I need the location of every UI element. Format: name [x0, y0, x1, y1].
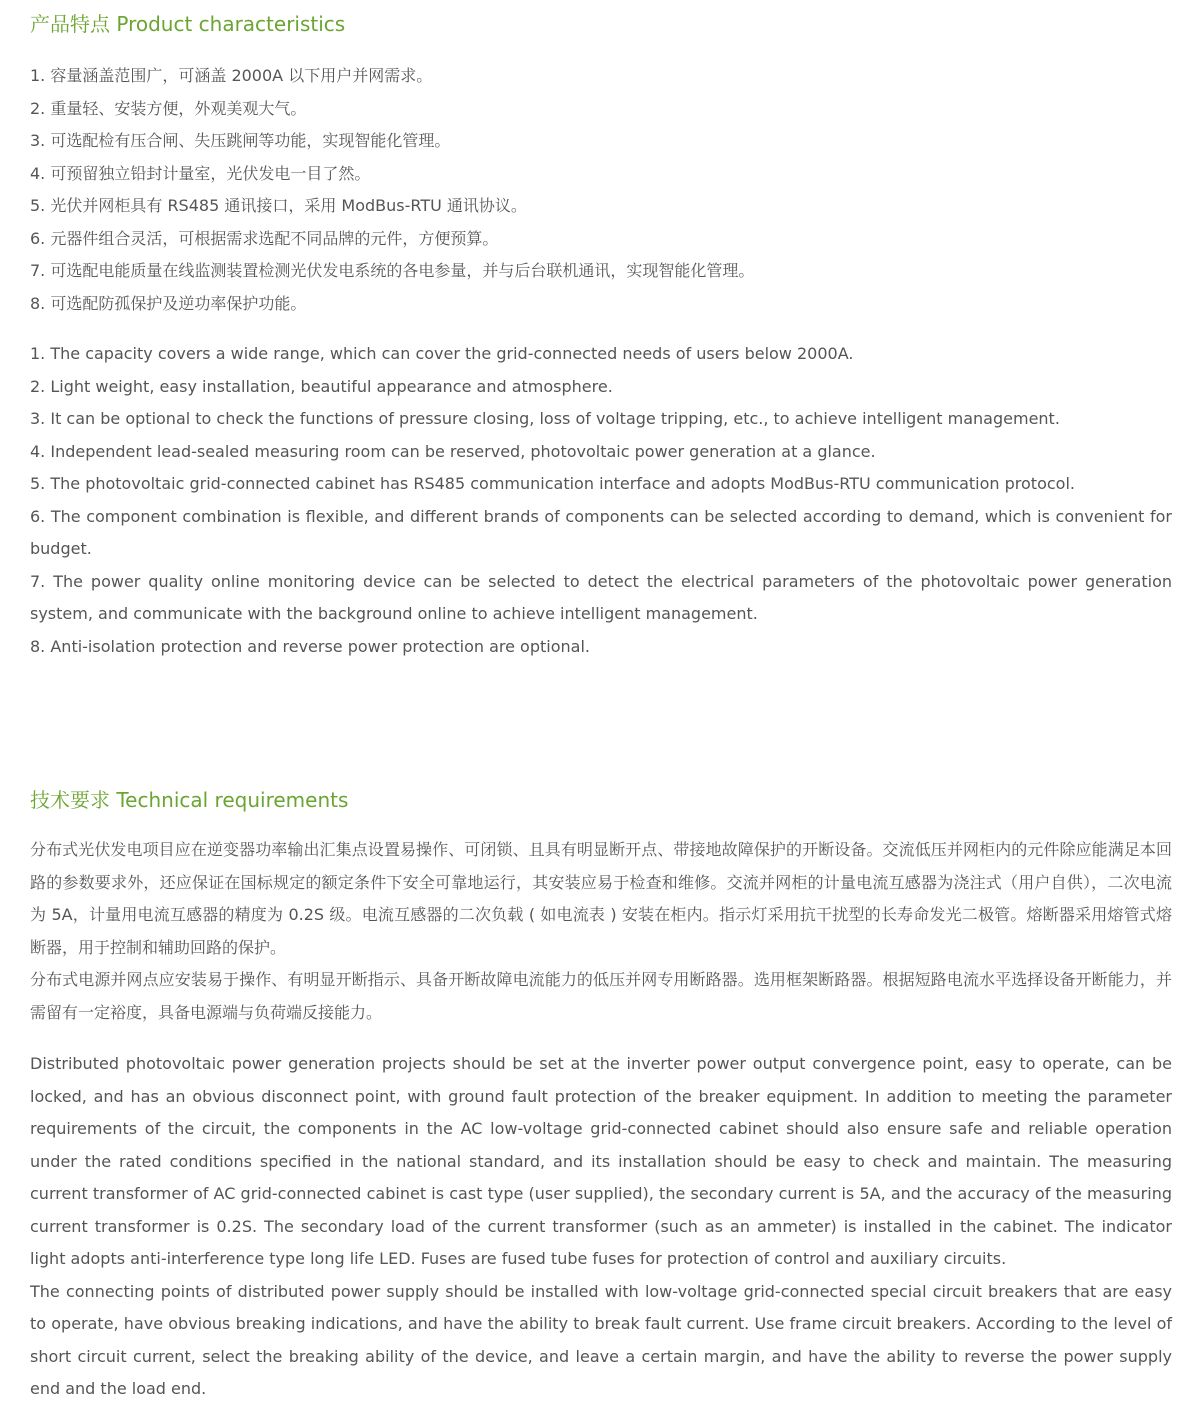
list-item: 8. Anti-isolation protection and reverse power protection are optional.	[30, 636, 590, 656]
list-item: 3. It can be optional to check the functions of pressure closing, loss of voltage tripping, etc., to achieve intelligent management.	[30, 409, 1060, 428]
list-item: 7. The power quality online monitoring device can be selected to detect the electrical parameters of the photovoltaic power generation system, and communicate with the background online to achieve intelligent management.	[30, 571, 1172, 623]
list-item: 4. 可预留独立铅封计量室，光伏发电一目了然。	[30, 163, 371, 183]
list-item: 7. 可选配电能质量在线监测装置检测光伏发电系统的各电参量，并与后台联机通讯，实现智能化管理。	[30, 261, 755, 280]
technical-requirements-en	[30, 1048, 1172, 1406]
technical-requirements-title: 技术要求 Technical requirements	[30, 788, 349, 812]
list-item: 8. 可选配防孤保护及逆功率保护功能。	[30, 293, 307, 313]
list-item: 1. The capacity covers a wide range, which can cover the grid-connected needs of users below 2000A.	[30, 344, 854, 363]
product-characteristics-title: 产品特点 Product characteristics	[30, 12, 346, 36]
paragraph: The connecting points of distributed power supply should be installed with low-voltage grid-connected special circuit breakers that are easy to operate, have obvious breaking indications, and have the ability to break fault current. Use frame circuit breakers. According to the level of short circuit current, select the breaking ability of the device, and leave a certain margin, and have the ability to reverse the power supply end and the load end.	[30, 1281, 1172, 1398]
list-item: 6. The component combination is flexible, and different brands of components can be selected according to demand, which is convenient for budget.	[30, 506, 1172, 558]
list-item: 4. Independent lead-sealed measuring room can be reserved, photovoltaic power generation at a glance.	[30, 441, 876, 461]
list-item: 2. Light weight, easy installation, beautiful appearance and atmosphere.	[30, 376, 613, 396]
paragraph: 分布式电源并网点应安装易于操作、有明显开断指示、具备开断故障电流能力的低压并网专用断路器。选用框架断路器。根据短路电流水平选择设备开断能力，并需留有一定裕度，具备电源端与负荷端反接能力。	[30, 970, 1172, 1022]
paragraph: Distributed photovoltaic power generation projects should be set at the inverter power output convergence point, easy to operate, can be locked, and has an obvious disconnect point, with ground fault protection of the breaker equipment. In addition to meeting the parameter requirements of the circuit, the components in the AC low-voltage grid-connected cabinet should also ensure safe and reliable operation under the rated conditions specified in the national standard, and its installation should be easy to check and maintain. The measuring current transformer of AC grid-connected cabinet is cast type (user supplied), the secondary current is 5A, and the accuracy of the measuring current transformer is 0.2S. The secondary load of the current transformer (such as an ammeter) is installed in the cabinet. The indicator light adopts anti-interference type long life LED. Fuses are fused tube fuses for protection of control and auxiliary circuits.	[30, 1054, 1172, 1268]
list-item: 5. The photovoltaic grid-connected cabinet has RS485 communication interface and adopts ModBus-RTU communication protocol.	[30, 474, 1075, 493]
list-item: 1. 容量涵盖范围广，可涵盖 2000A 以下用户并网需求。	[30, 66, 433, 85]
list-item: 6. 元器件组合灵活，可根据需求选配不同品牌的元件，方便预算。	[30, 228, 499, 248]
technical-requirements-cn	[30, 834, 1172, 1029]
product-features-en-list	[30, 338, 1172, 663]
list-item: 3. 可选配检有压合闸、失压跳闸等功能，实现智能化管理。	[30, 131, 451, 150]
list-item: 2. 重量轻、安装方便，外观美观大气。	[30, 98, 307, 118]
paragraph: 分布式光伏发电项目应在逆变器功率输出汇集点设置易操作、可闭锁、且具有明显断开点、带接地故障保护的开断设备。交流低压并网柜内的元件除应能满足本回路的参数要求外，还应保证在国标规定的额定条件下安全可靠地运行，其安装应易于检查和维修。交流并网柜的计量电流互感器为浇注式（用户自供），二次电流为 5A，计量用电流互感器的精度为 0.2S 级。电流互感器的二次负载 ( 如电流表 ) 安装在柜内。指示灯采用抗干扰型的长寿命发光二极管。熔断器采用熔管式熔断器，用于控制和辅助回路的保护。	[30, 840, 1172, 957]
list-item: 5. 光伏并网柜具有 RS485 通讯接口，采用 ModBus-RTU 通讯协议。	[30, 196, 527, 215]
product-features-cn-list	[30, 60, 1172, 320]
